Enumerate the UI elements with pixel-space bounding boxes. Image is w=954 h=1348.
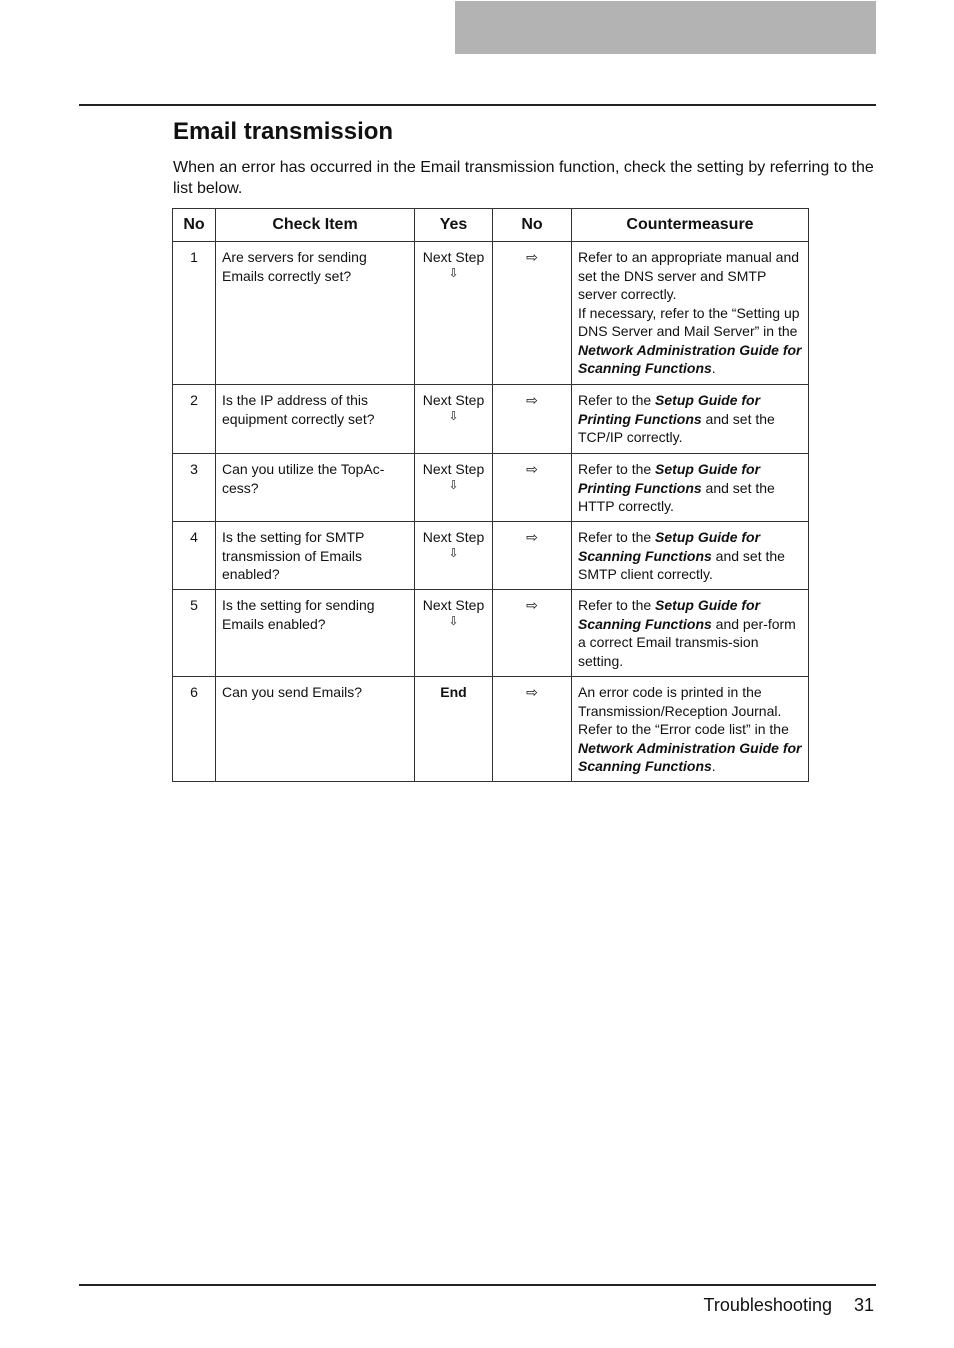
countermeasure-text: Refer to the <box>578 461 656 477</box>
no-cell <box>493 454 572 522</box>
down-arrow-icon: ⇩ <box>448 408 459 423</box>
countermeasure-text: Refer to the <box>578 392 656 408</box>
header-no-column: No <box>493 209 572 242</box>
end-label: End <box>440 684 467 700</box>
countermeasure-text: . <box>711 360 716 376</box>
yes-cell <box>415 590 493 677</box>
check-item: Can you utilize the TopAc-cess? <box>216 454 415 522</box>
right-arrow-icon: ⇨ <box>526 249 538 265</box>
countermeasure-text: Refer to the “Error code list” in the <box>578 721 789 737</box>
manual-reference: Setup Guide for Printing Functions <box>578 461 761 496</box>
no-cell <box>493 242 572 385</box>
right-arrow-icon: ⇨ <box>526 597 538 613</box>
right-arrow-icon: ⇨ <box>526 392 538 408</box>
next-step-label: Next Step <box>422 249 485 265</box>
manual-reference: Network Administration Guide for Scanning Functions <box>578 341 802 376</box>
manual-reference: Setup Guide for Printing Functions <box>578 392 761 427</box>
check-item: Can you send Emails? <box>216 677 415 782</box>
manual-reference: Setup Guide for Scanning Functions <box>578 529 761 564</box>
countermeasure <box>572 522 809 590</box>
countermeasure-text: Refer to an appropriate manual and set the DNS server and SMTP server correctly. <box>578 249 800 302</box>
page-number: 31 <box>853 1295 874 1315</box>
footer-section-name: Troubleshooting <box>703 1295 832 1315</box>
check-item: Are servers for sending Emails correctly set? <box>216 242 415 385</box>
countermeasure-text: and set the SMTP client correctly. <box>578 547 785 582</box>
row-number: 1 <box>173 242 216 385</box>
right-arrow-icon: ⇨ <box>526 529 538 545</box>
header-countermeasure: Countermeasure <box>572 209 809 242</box>
right-arrow-icon: ⇨ <box>526 461 538 477</box>
check-table <box>172 208 809 782</box>
yes-cell <box>415 677 493 782</box>
yes-cell <box>415 242 493 385</box>
right-arrow-icon: ⇨ <box>526 684 538 700</box>
top-rule <box>79 104 876 106</box>
manual-reference: Network Administration Guide for Scanning Functions <box>578 739 802 774</box>
no-cell <box>493 522 572 590</box>
down-arrow-icon: ⇩ <box>448 613 459 628</box>
countermeasure-text: Refer to the <box>578 597 656 613</box>
header-check-item: Check Item <box>216 209 415 242</box>
countermeasure-text: . <box>711 758 716 774</box>
next-step-label: Next Step <box>422 461 485 477</box>
row-number: 6 <box>173 677 216 782</box>
countermeasure <box>572 385 809 454</box>
down-arrow-icon: ⇩ <box>448 265 459 280</box>
row-number: 4 <box>173 522 216 590</box>
yes-cell <box>415 454 493 522</box>
countermeasure <box>572 454 809 522</box>
no-cell <box>493 677 572 782</box>
check-item: Is the setting for SMTP transmission of Emails enabled? <box>216 522 415 590</box>
countermeasure <box>572 242 809 385</box>
table-row <box>173 454 809 522</box>
table-row <box>173 385 809 454</box>
countermeasure-text: and per-form a correct Email transmis-sion setting. <box>578 615 796 669</box>
countermeasure-text: An error code is printed in the Transmission/Reception Journal. <box>578 684 782 719</box>
countermeasure-text: and set the TCP/IP correctly. <box>578 410 775 445</box>
countermeasure-text: Refer to the <box>578 529 656 545</box>
table-header-row <box>173 209 809 242</box>
table-row <box>173 590 809 677</box>
down-arrow-icon: ⇩ <box>448 545 459 560</box>
countermeasure-text: If necessary, refer to the “Setting up DNS Server and Mail Server” in the <box>578 304 800 339</box>
header-yes: Yes <box>415 209 493 242</box>
next-step-label: Next Step <box>422 597 485 613</box>
no-cell <box>493 590 572 677</box>
bottom-rule <box>79 1284 876 1286</box>
section-title: Email transmission <box>173 118 394 145</box>
row-number: 3 <box>173 454 216 522</box>
countermeasure <box>572 590 809 677</box>
yes-cell <box>415 385 493 454</box>
table-row <box>173 677 809 782</box>
no-cell <box>493 385 572 454</box>
countermeasure-text: and set the HTTP correctly. <box>578 479 775 514</box>
next-step-label: Next Step <box>422 392 485 408</box>
next-step-label: Next Step <box>422 529 485 545</box>
row-number: 2 <box>173 385 216 454</box>
yes-cell <box>415 522 493 590</box>
down-arrow-icon: ⇩ <box>448 477 459 492</box>
check-item: Is the setting for sending Emails enabled? <box>216 590 415 677</box>
page-footer <box>704 1295 874 1316</box>
header-bar <box>455 1 876 54</box>
row-number: 5 <box>173 590 216 677</box>
manual-reference: Setup Guide for Scanning Functions <box>578 597 761 632</box>
check-item: Is the IP address of this equipment correctly set? <box>216 385 415 454</box>
header-no: No <box>173 209 216 242</box>
countermeasure <box>572 677 809 782</box>
table-row <box>173 522 809 590</box>
table-row <box>173 242 809 385</box>
intro-paragraph: When an error has occurred in the Email transmission function, check the setting by referring to the list below. <box>173 159 874 197</box>
